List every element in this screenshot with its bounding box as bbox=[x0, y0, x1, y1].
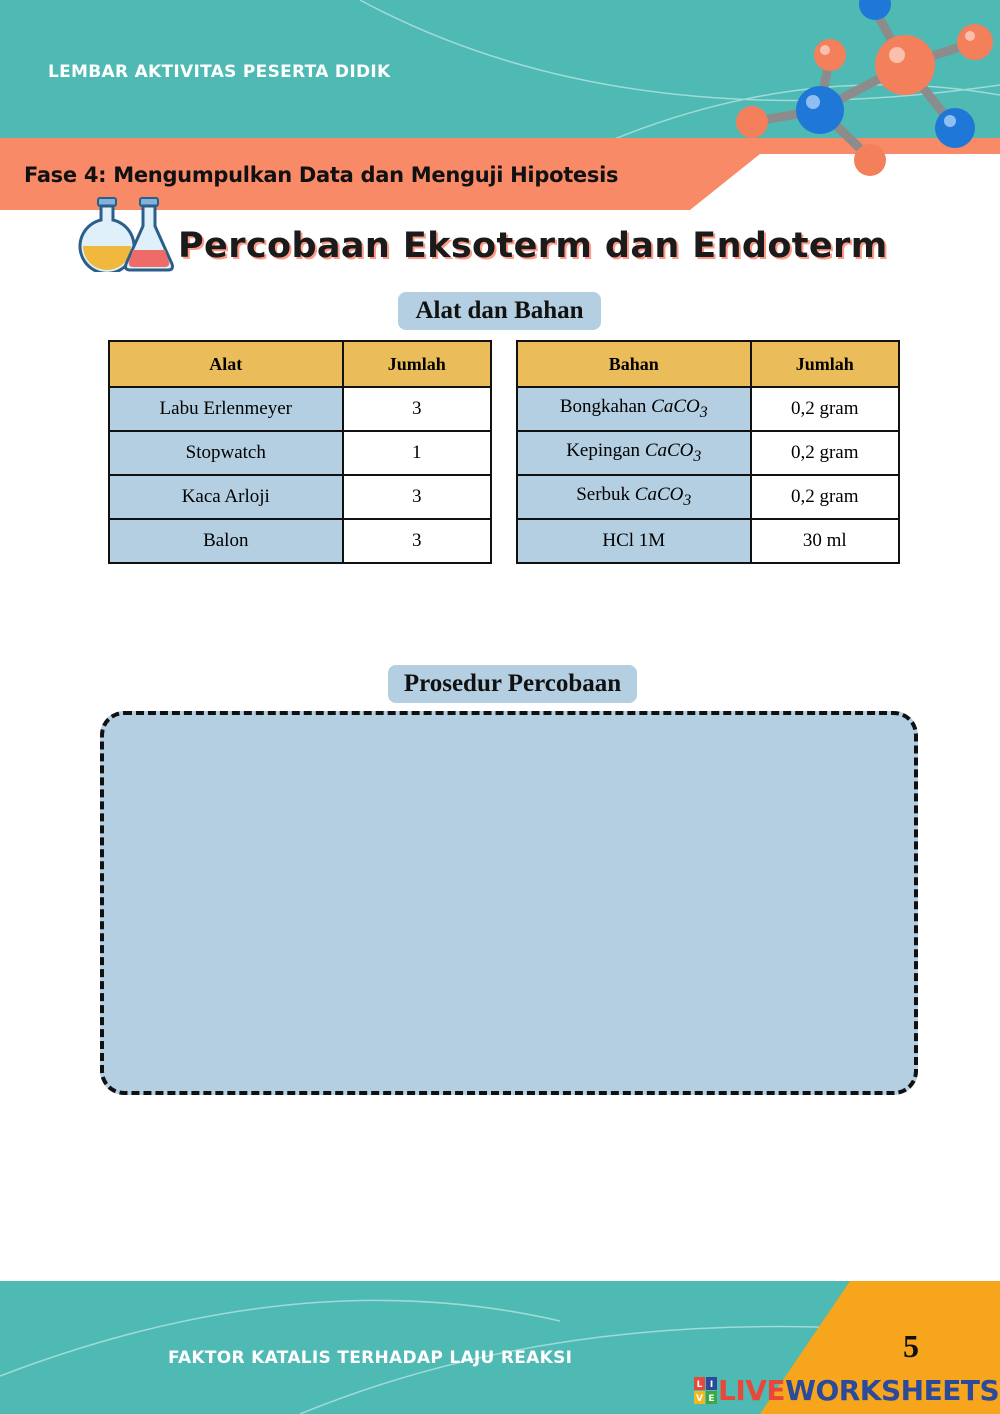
bahan-table bbox=[516, 340, 900, 564]
alat-qty-cell: 3 bbox=[343, 519, 491, 563]
alat-bahan-heading: Alat dan Bahan bbox=[398, 292, 601, 330]
alat-table bbox=[108, 340, 492, 564]
page-title: Percobaan Eksoterm dan Endoterm bbox=[178, 226, 888, 266]
table-row bbox=[109, 475, 491, 519]
column-header-bahan: Bahan bbox=[517, 341, 751, 387]
svg-text:I: I bbox=[709, 1379, 714, 1390]
chemical-formula: CaCO$_3$ bbox=[651, 396, 708, 421]
bahan-qty-cell: 30 ml bbox=[751, 519, 899, 563]
alat-name-cell: Kaca Arloji bbox=[109, 475, 343, 519]
brand-worksheets-text: WORKSHEETS bbox=[785, 1374, 1000, 1407]
page-number: 5 bbox=[903, 1328, 919, 1364]
brand-live-text: LIVE bbox=[718, 1374, 786, 1407]
alat-name-cell: Labu Erlenmeyer bbox=[109, 387, 343, 431]
bahan-name: Serbuk bbox=[576, 484, 631, 506]
bahan-qty-cell: 0,2 gram bbox=[751, 475, 899, 519]
flask-icon bbox=[78, 196, 178, 272]
prosedur-answer-box[interactable] bbox=[100, 711, 918, 1095]
table-row bbox=[109, 431, 491, 475]
prosedur-heading: Prosedur Percobaan bbox=[388, 665, 637, 703]
bahan-name-cell bbox=[517, 387, 751, 431]
bahan-qty-cell: 0,2 gram bbox=[751, 387, 899, 431]
table-row bbox=[109, 387, 491, 431]
alat-name-cell: Balon bbox=[109, 519, 343, 563]
liveworksheets-badge-icon bbox=[694, 1377, 718, 1405]
column-header-jumlah: Jumlah bbox=[751, 341, 899, 387]
liveworksheets-logo[interactable] bbox=[694, 1374, 999, 1407]
bahan-qty-cell: 0,2 gram bbox=[751, 431, 899, 475]
svg-text:V: V bbox=[696, 1393, 703, 1404]
worksheet-header-title: LEMBAR AKTIVITAS PESERTA DIDIK bbox=[48, 62, 391, 82]
alat-qty-cell: 1 bbox=[343, 431, 491, 475]
alat-qty-cell: 3 bbox=[343, 387, 491, 431]
table-header-row bbox=[517, 341, 899, 387]
bahan-name-cell: HCl 1M bbox=[517, 519, 751, 563]
footer-title: FAKTOR KATALIS TERHADAP LAJU REAKSI bbox=[168, 1348, 573, 1368]
alat-qty-cell: 3 bbox=[343, 475, 491, 519]
bahan-name-cell bbox=[517, 475, 751, 519]
table-header-row bbox=[109, 341, 491, 387]
column-header-alat: Alat bbox=[109, 341, 343, 387]
table-row bbox=[517, 431, 899, 475]
molecule-icon bbox=[720, 0, 1000, 180]
table-row bbox=[517, 387, 899, 431]
table-row bbox=[109, 519, 491, 563]
svg-text:E: E bbox=[708, 1393, 715, 1404]
chemical-formula: CaCO$_3$ bbox=[634, 484, 692, 509]
svg-text:L: L bbox=[696, 1379, 703, 1390]
alat-name-cell: Stopwatch bbox=[109, 431, 343, 475]
bahan-name-cell bbox=[517, 431, 751, 475]
chemical-formula: CaCO$_3$ bbox=[644, 440, 702, 465]
phase-title: Fase 4: Mengumpulkan Data dan Menguji Hipotesis bbox=[24, 163, 619, 187]
column-header-jumlah: Jumlah bbox=[343, 341, 491, 387]
table-row bbox=[517, 519, 899, 563]
bahan-name: Kepingan bbox=[566, 440, 641, 462]
table-row bbox=[517, 475, 899, 519]
bahan-name: Bongkahan bbox=[559, 396, 647, 418]
